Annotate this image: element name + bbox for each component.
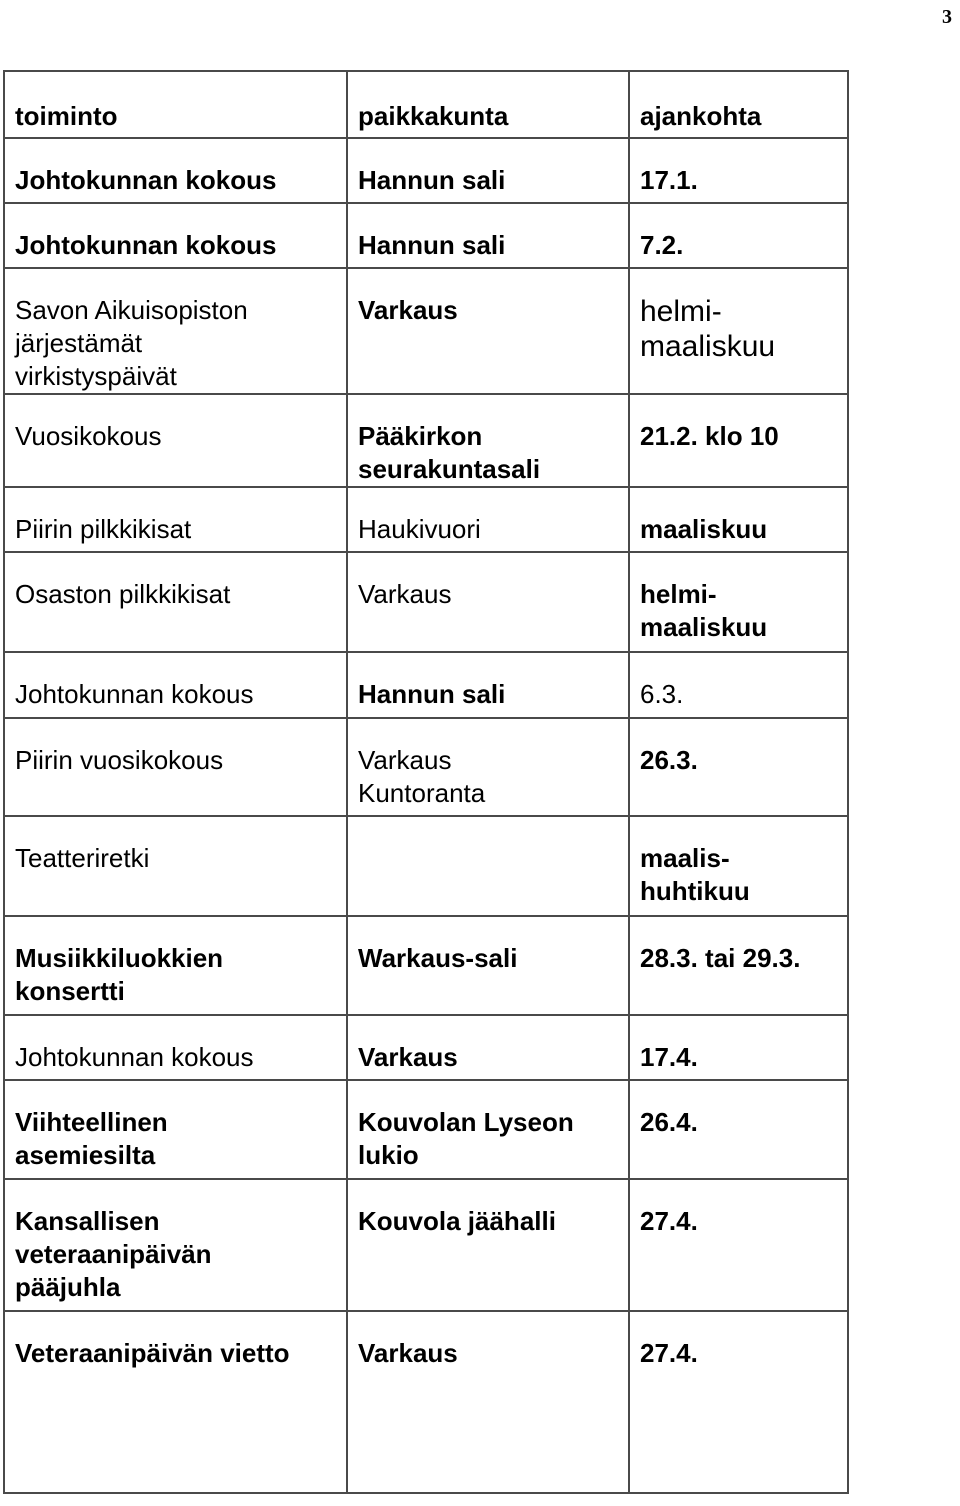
place-cell (347, 1311, 629, 1493)
activity-cell-text: Musiikkiluokkien konsertti (15, 943, 224, 1006)
time-cell (629, 1015, 848, 1080)
time-cell (629, 916, 848, 1015)
activity-cell (4, 1179, 347, 1311)
place-cell-text: Varkaus (358, 295, 458, 325)
activity-cell (4, 652, 347, 718)
activity-cell-text: Veteraanipäivän vietto (15, 1338, 290, 1368)
time-cell (629, 268, 848, 394)
time-cell-text: 17.4. (640, 1042, 698, 1072)
time-cell (629, 487, 848, 552)
activity-cell-text: Kansallisen veteraanipäivän pääjuhla (15, 1206, 212, 1302)
time-cell (629, 138, 848, 203)
place-cell (347, 394, 629, 487)
place-cell (347, 552, 629, 652)
header-row (4, 71, 848, 138)
time-cell (629, 394, 848, 487)
place-cell-text: Haukivuori (358, 514, 481, 544)
activity-cell (4, 816, 347, 916)
place-cell (347, 718, 629, 816)
header-time (629, 71, 848, 138)
time-cell (629, 1179, 848, 1311)
place-cell (347, 138, 629, 203)
activity-cell-text: Piirin pilkkikisat (15, 514, 192, 544)
time-cell-text: 28.3. tai 29.3. (640, 943, 801, 973)
place-cell-text: Kouvolan Lyseon lukio (358, 1107, 574, 1170)
place-cell (347, 816, 629, 916)
place-cell (347, 268, 629, 394)
activity-cell-text: Piirin vuosikokous (15, 745, 224, 775)
place-cell (347, 1080, 629, 1179)
table-row (4, 394, 848, 487)
activity-cell-text: Johtokunnan kokous (15, 230, 277, 260)
place-cell (347, 1015, 629, 1080)
time-cell-text: helmi- maaliskuu (640, 579, 768, 642)
place-cell-text: Varkaus (358, 579, 452, 609)
activity-cell-text: Johtokunnan kokous (15, 1042, 254, 1072)
place-cell-text (358, 817, 620, 842)
header-time-text: ajankohta (640, 101, 762, 131)
table-row (4, 1311, 848, 1493)
place-cell (347, 203, 629, 268)
time-cell-text: 21.2. klo 10 (640, 421, 779, 451)
time-cell-text: 26.4. (640, 1107, 698, 1137)
activity-cell (4, 552, 347, 652)
time-cell-text: 26.3. (640, 745, 698, 775)
place-cell-text: Pääkirkon seurakuntasali (358, 421, 541, 484)
table-row (4, 268, 848, 394)
place-cell-text: Hannun sali (358, 230, 506, 260)
activity-cell-text: Teatteriretki (15, 843, 150, 873)
table-row (4, 1015, 848, 1080)
place-cell (347, 916, 629, 1015)
activity-cell (4, 1015, 347, 1080)
activity-cell (4, 487, 347, 552)
activity-cell (4, 718, 347, 816)
place-cell-text: Hannun sali (358, 679, 506, 709)
time-cell-text: 27.4. (640, 1206, 698, 1236)
time-cell (629, 652, 848, 718)
time-cell-text: 6.3. (640, 679, 684, 709)
place-cell (347, 487, 629, 552)
place-cell-text: Varkaus (358, 1042, 458, 1072)
schedule-table (3, 70, 849, 1494)
table-row (4, 552, 848, 652)
table-row (4, 916, 848, 1015)
table-row (4, 1080, 848, 1179)
time-cell (629, 552, 848, 652)
time-cell-text: 7.2. (640, 230, 684, 260)
activity-cell (4, 203, 347, 268)
table-row (4, 816, 848, 916)
place-cell-text: Hannun sali (358, 165, 506, 195)
header-activity (4, 71, 347, 138)
time-cell (629, 203, 848, 268)
table-row (4, 203, 848, 268)
place-cell-text: Warkaus-sali (358, 943, 518, 973)
activity-cell (4, 268, 347, 394)
schedule-body (4, 71, 848, 1493)
time-cell-text: maaliskuu (640, 514, 768, 544)
header-activity-text: toiminto (15, 101, 118, 131)
table-row (4, 1179, 848, 1311)
place-cell (347, 652, 629, 718)
activity-cell-text: Savon Aikuisopiston järjestämät virkistyspäivät (15, 295, 248, 391)
activity-cell (4, 138, 347, 203)
place-cell-text: Varkaus Kuntoranta (358, 745, 486, 808)
activity-cell (4, 1311, 347, 1493)
table-row (4, 487, 848, 552)
activity-cell (4, 1080, 347, 1179)
time-cell (629, 718, 848, 816)
time-cell-text: 17.1. (640, 165, 698, 195)
table-row (4, 652, 848, 718)
time-cell-text: 27.4. (640, 1338, 698, 1368)
place-cell-text: Varkaus (358, 1338, 458, 1368)
activity-cell-text: Johtokunnan kokous (15, 679, 254, 709)
time-cell (629, 816, 848, 916)
table-row (4, 138, 848, 203)
place-cell (347, 1179, 629, 1311)
header-place (347, 71, 629, 138)
activity-cell-text: Osaston pilkkikisat (15, 579, 231, 609)
activity-cell-text: Vuosikokous (15, 421, 162, 451)
time-cell-text: maalis- huhtikuu (640, 843, 750, 906)
activity-cell (4, 916, 347, 1015)
page-number: 3 (942, 6, 952, 28)
activity-cell (4, 394, 347, 487)
time-cell (629, 1311, 848, 1493)
time-cell-text: helmi- maaliskuu (640, 295, 776, 363)
header-place-text: paikkakunta (358, 101, 509, 131)
activity-cell-text: Johtokunnan kokous (15, 165, 277, 195)
time-cell (629, 1080, 848, 1179)
activity-cell-text: Viihteellinen asemiesilta (15, 1107, 168, 1170)
place-cell-text: Kouvola jäähalli (358, 1206, 556, 1236)
table-row (4, 718, 848, 816)
